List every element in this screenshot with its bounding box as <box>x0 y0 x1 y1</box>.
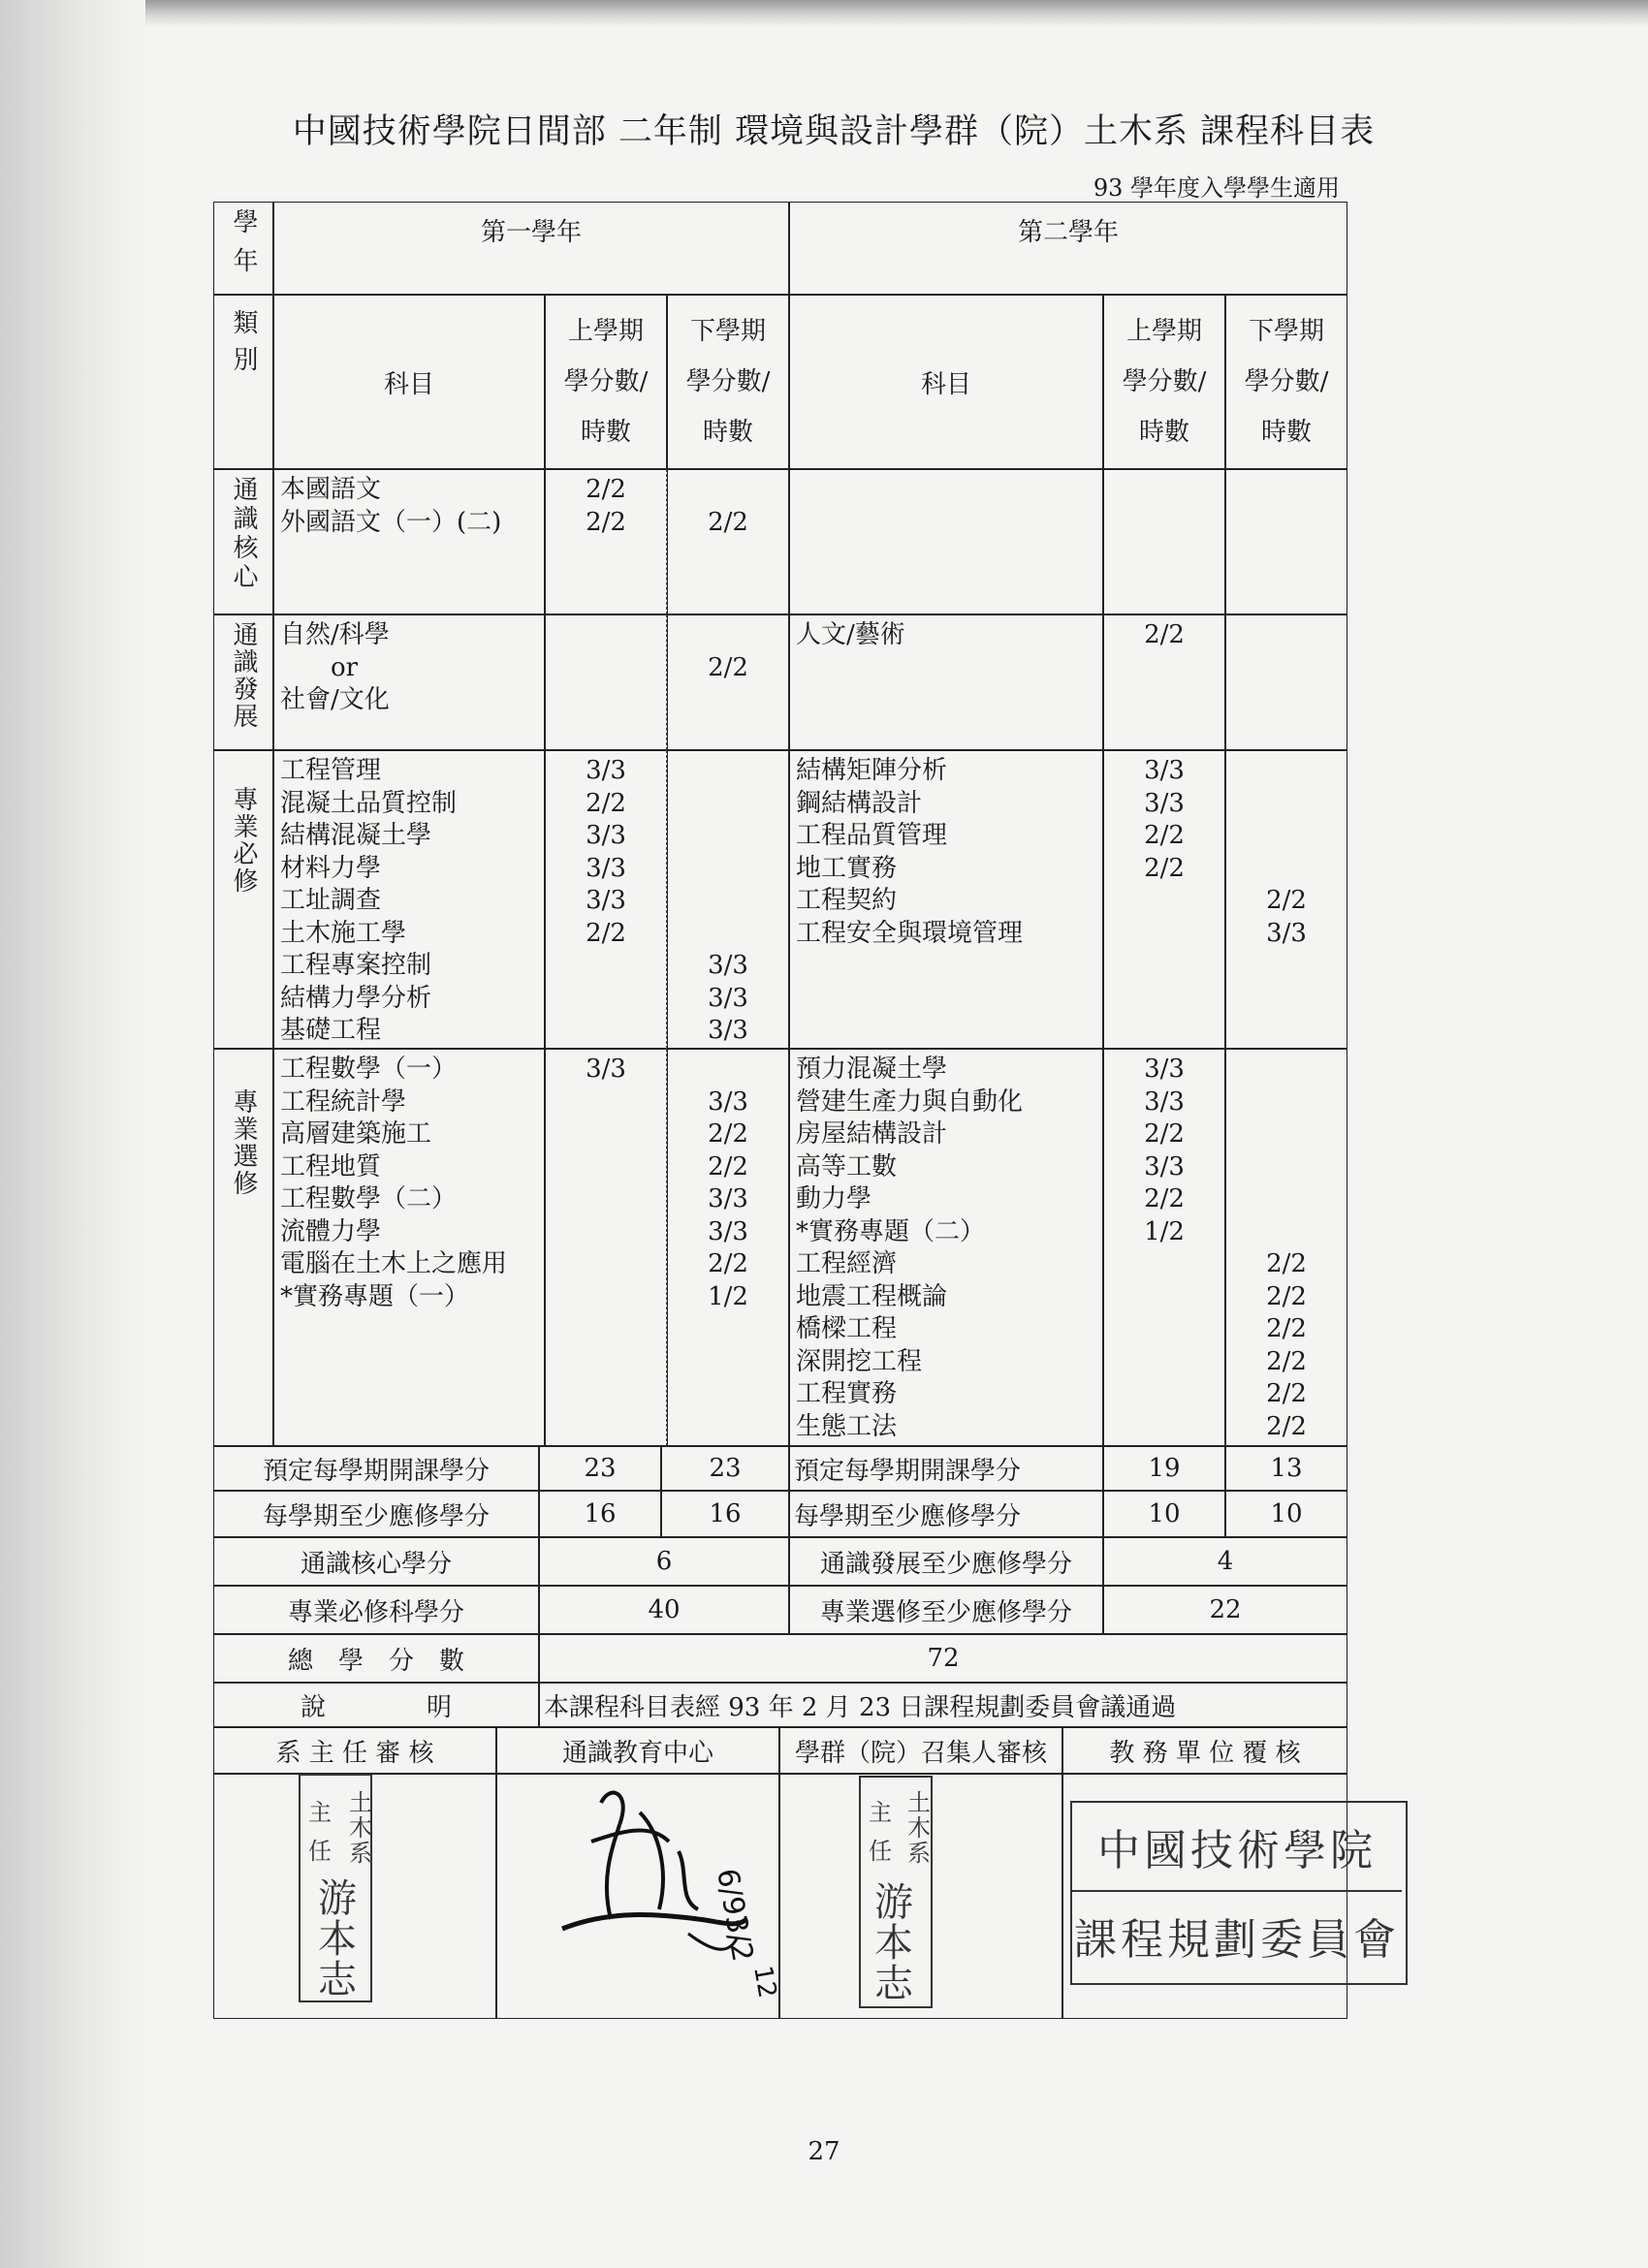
credit-value: 3/3 <box>1144 1151 1185 1181</box>
credit-value <box>1226 619 1347 652</box>
credit-value <box>546 1216 666 1249</box>
note-value: 本課程科目表經 93 年 2 月 23 日課程規劃委員會議通過 <box>539 1683 1347 1727</box>
credit-value <box>546 652 666 685</box>
min-credits-y1-upper: 16 <box>539 1491 661 1537</box>
subject-item: 工程專案控制 <box>280 951 432 980</box>
credit-value: 3/3 <box>708 1087 748 1117</box>
subject-item: 工程品質管理 <box>796 821 948 850</box>
credit-value <box>1226 1183 1347 1216</box>
general-core-credits-value: 6 <box>539 1537 789 1586</box>
credit-value <box>668 755 788 788</box>
svg-text:游: 游 <box>874 1880 913 1925</box>
credit-value <box>1104 1411 1224 1444</box>
general-dev-y1-subjects <box>273 614 545 750</box>
credit-value: 2/2 <box>1144 1184 1185 1213</box>
seal-line-2: 課程規劃委員會 <box>1074 1915 1400 1965</box>
upper-term-l3: 時數 <box>580 418 631 447</box>
planned-credits-label-y2: 預定每學期開課學分 <box>789 1446 1103 1491</box>
credit-value <box>668 885 788 918</box>
credit-value: 2/2 <box>1266 1281 1307 1311</box>
credit-value: 3/3 <box>1144 1087 1185 1117</box>
year2-header: 第二學年 <box>789 202 1347 295</box>
curriculum-table <box>213 202 1347 2019</box>
credit-value <box>1226 1118 1347 1151</box>
svg-text:6/93/2: 6/93/2 <box>710 1866 760 1965</box>
major-required-y1-upper <box>545 750 667 1049</box>
credit-value <box>546 684 666 717</box>
credit-value <box>1104 1313 1224 1346</box>
credit-value: 2/2 <box>1266 1411 1307 1441</box>
college-seal-graphic <box>861 1778 931 2006</box>
dept-head-seal-graphic <box>301 1776 370 2000</box>
subject-item: 結構矩陣分析 <box>796 756 948 785</box>
total-credits-value: 72 <box>539 1634 1347 1683</box>
subject-item: 土木施工學 <box>280 918 407 948</box>
subject-item: 房屋結構設計 <box>796 1119 948 1149</box>
credit-value <box>668 619 788 652</box>
credit-value: 2/2 <box>586 918 626 948</box>
document-title: 中國技術學院日間部 二年制 環境與設計學群（院）土木系 課程科目表 <box>292 112 1376 151</box>
credit-value: 2/2 <box>1144 620 1185 649</box>
credit-value: 3/3 <box>586 853 626 883</box>
credit-value <box>1226 853 1347 886</box>
credit-value: 2/2 <box>1144 821 1185 850</box>
approval-dept-head-label: 系 主 任 審 核 <box>213 1727 496 1774</box>
credit-value: 2/2 <box>708 1151 748 1181</box>
credit-value: 2/2 <box>1266 886 1307 915</box>
credit-value <box>1104 1378 1224 1411</box>
credit-value <box>1226 1151 1347 1184</box>
svg-text:志: 志 <box>874 1962 913 2006</box>
credit-value: 1/2 <box>1144 1216 1185 1246</box>
subject-item: 高層建築施工 <box>280 1119 432 1149</box>
lower-term-l1: 下學期 <box>689 317 766 346</box>
credit-value: 2/2 <box>1266 1346 1307 1376</box>
major-elective-y1-upper <box>545 1049 667 1446</box>
credit-value <box>546 1248 666 1281</box>
planned-credits-y2-upper: 19 <box>1103 1446 1225 1491</box>
subject-item: 工程數學（二） <box>280 1184 458 1213</box>
min-credits-y2-lower: 10 <box>1225 1491 1347 1537</box>
general-dev-y2-lower <box>1225 614 1347 750</box>
subject-item: 深開挖工程 <box>796 1346 923 1376</box>
upper-term-header-y1 <box>545 295 667 469</box>
credit-value <box>668 820 788 853</box>
svg-text:本: 本 <box>318 1917 357 1962</box>
upper-term-l3: 時數 <box>1138 418 1189 447</box>
svg-text:主: 主 <box>308 1799 332 1826</box>
note-label: 說 明 <box>213 1683 539 1727</box>
major-required-y1-lower <box>667 750 789 1049</box>
subject-item: *實務專題（二） <box>796 1216 986 1246</box>
subject-item: 高等工數 <box>796 1151 898 1181</box>
lower-term-l2: 學分數/ <box>1244 367 1329 396</box>
svg-text:土: 土 <box>907 1789 931 1816</box>
credit-value <box>1226 1054 1347 1087</box>
lower-term-l3: 時數 <box>1260 418 1312 447</box>
svg-text:系: 系 <box>349 1840 370 1867</box>
category-text: 專業選修 <box>229 1088 258 1197</box>
approval-general-center-label: 通識教育中心 <box>496 1727 779 1774</box>
lower-term-l2: 學分數/ <box>685 367 771 396</box>
planned-credits-label-y1: 預定每學期開課學分 <box>213 1446 539 1491</box>
upper-term-l1: 上學期 <box>1125 317 1202 346</box>
svg-text:志: 志 <box>318 1958 357 2000</box>
credit-value: 2/2 <box>708 652 748 682</box>
svg-text:系: 系 <box>907 1840 931 1867</box>
min-credits-label-y1: 每學期至少應修學分 <box>213 1491 539 1537</box>
approval-college-label: 學群（院）召集人審核 <box>779 1727 1062 1774</box>
subject-item: 本國語文 <box>280 475 382 504</box>
lower-term-header-y2 <box>1225 295 1347 469</box>
subject-item: 基礎工程 <box>280 1016 382 1045</box>
svg-text:本: 本 <box>874 1921 913 1966</box>
credit-value <box>546 983 666 1016</box>
subject-item: 人文/藝術 <box>796 620 905 649</box>
credit-value <box>1104 1346 1224 1379</box>
total-credits-label: 總 學 分 數 <box>213 1634 539 1683</box>
major-required-y2-subjects <box>789 750 1103 1049</box>
credit-value: 2/2 <box>708 507 748 537</box>
subject-item: 工程統計學 <box>280 1087 407 1117</box>
book-binding-shadow <box>0 0 145 2268</box>
credit-value <box>546 1087 666 1119</box>
general-dev-y1-lower <box>667 614 789 750</box>
credit-value: 2/2 <box>586 475 626 504</box>
credit-value: 3/3 <box>1144 788 1185 818</box>
svg-text:木: 木 <box>907 1814 931 1842</box>
subject-item: 工程契約 <box>796 886 898 915</box>
seal-line-1: 中國技術學院 <box>1072 1803 1402 1892</box>
upper-term-l2: 學分數/ <box>1122 367 1207 396</box>
credit-value: 3/3 <box>1144 756 1185 785</box>
credit-value: 2/2 <box>1266 1314 1307 1343</box>
general-center-signature <box>543 1764 795 1997</box>
credit-value <box>668 1054 788 1087</box>
credit-value: 2/2 <box>586 507 626 537</box>
credit-value <box>546 1118 666 1151</box>
subject-item: 社會/文化 <box>280 685 390 714</box>
svg-text:主: 主 <box>869 1799 892 1826</box>
planned-credits-y2-lower: 13 <box>1225 1446 1347 1491</box>
subject-item: 生態工法 <box>796 1411 898 1441</box>
major-elective-credits-value: 22 <box>1103 1586 1347 1634</box>
lower-term-l3: 時數 <box>702 418 753 447</box>
major-required-y2-upper <box>1103 750 1225 1049</box>
credit-value <box>546 1151 666 1184</box>
svg-text:12: 12 <box>747 1964 782 1997</box>
subject-item: 營建生產力與自動化 <box>796 1087 1024 1117</box>
subject-item: 工程經濟 <box>796 1249 898 1278</box>
credit-value <box>546 1281 666 1314</box>
category-label: 類別 <box>229 309 258 383</box>
subject-item: *實務專題（一） <box>280 1281 470 1311</box>
min-credits-y1-lower: 16 <box>661 1491 789 1537</box>
major-elective-y2-lower <box>1225 1049 1347 1446</box>
credit-value <box>1226 1216 1347 1249</box>
category-major-required <box>213 750 273 1049</box>
subject-item: 動力學 <box>796 1184 872 1213</box>
dept-head-seal <box>299 1774 372 2002</box>
approval-academic-label: 教 務 單 位 覆 核 <box>1062 1727 1347 1774</box>
subject-item: 結構混凝土學 <box>280 821 432 850</box>
credit-value: 3/3 <box>1266 918 1307 948</box>
planned-credits-y1-upper: 23 <box>539 1446 661 1491</box>
general-dev-y2-upper <box>1103 614 1225 750</box>
credit-value <box>546 1015 666 1048</box>
subject-item: 工程數學（一） <box>280 1055 458 1084</box>
credit-value <box>1104 1248 1224 1281</box>
credit-value <box>546 619 666 652</box>
credit-value: 2/2 <box>1144 853 1185 883</box>
page-top-edge <box>145 0 1648 27</box>
general-dev-y2-subjects <box>789 614 1103 750</box>
svg-text:游: 游 <box>318 1876 357 1921</box>
general-dev-credits-label: 通識發展至少應修學分 <box>789 1537 1103 1586</box>
credit-value: 3/3 <box>1144 1055 1185 1084</box>
credit-value: 2/2 <box>1266 1379 1307 1408</box>
credit-value: 2/2 <box>586 788 626 818</box>
subject-item: 電腦在土木上之應用 <box>280 1249 508 1278</box>
subject-item: 橋樑工程 <box>796 1314 898 1343</box>
credit-value <box>668 918 788 951</box>
min-credits-y2-upper: 10 <box>1103 1491 1225 1537</box>
general-core-y2-subjects <box>789 469 1103 614</box>
subject-item: 材料力學 <box>280 853 382 883</box>
subject-item: 工程實務 <box>796 1379 898 1408</box>
category-text: 專業必修 <box>229 786 258 895</box>
credit-value <box>1104 885 1224 918</box>
category-text: 通識發展 <box>229 621 258 730</box>
year-label: 學年 <box>229 208 258 286</box>
year1-header: 第一學年 <box>273 202 789 295</box>
upper-term-l1: 上學期 <box>567 317 644 346</box>
credit-value: 3/3 <box>708 1184 748 1213</box>
subject-header-y2: 科目 <box>789 295 1103 469</box>
credit-value: 3/3 <box>586 1055 626 1084</box>
major-elective-y1-lower <box>667 1049 789 1446</box>
upper-term-header-y2 <box>1103 295 1225 469</box>
lower-term-l1: 下學期 <box>1248 317 1324 346</box>
general-core-y2-lower <box>1225 469 1347 614</box>
subject-item: 地工實務 <box>796 853 898 883</box>
subject-item: 流體力學 <box>280 1216 382 1246</box>
category-general-dev <box>213 614 273 750</box>
credit-value <box>1226 820 1347 853</box>
credit-value: 3/3 <box>586 756 626 785</box>
credit-value: 2/2 <box>708 1249 748 1278</box>
category-general-core <box>213 469 273 614</box>
credit-value <box>668 853 788 886</box>
subject-item: 自然/科學 <box>280 620 390 649</box>
subject-item: 工址調查 <box>280 886 382 915</box>
lower-term-header-y1 <box>667 295 789 469</box>
general-dev-credits-value: 4 <box>1103 1537 1347 1586</box>
credit-value <box>1226 1087 1347 1119</box>
major-required-y1-subjects <box>273 750 545 1049</box>
general-core-y1-subjects <box>273 469 545 614</box>
general-core-y1-lower <box>667 469 789 614</box>
subject-item: 結構力學分析 <box>280 983 432 1013</box>
credit-value: 2/2 <box>1266 1249 1307 1278</box>
subject-item: 工程地質 <box>280 1151 382 1181</box>
credit-value <box>1104 1281 1224 1314</box>
general-core-credits-label: 通識核心學分 <box>213 1537 539 1586</box>
svg-text:任: 任 <box>308 1838 332 1865</box>
subject-item: 預力混凝土學 <box>796 1055 948 1084</box>
major-required-credits-value: 40 <box>539 1586 789 1634</box>
svg-text:任: 任 <box>869 1838 892 1865</box>
planned-credits-y1-lower: 23 <box>661 1446 789 1491</box>
credit-value: 3/3 <box>708 1216 748 1246</box>
credit-value: 3/3 <box>708 983 748 1013</box>
credit-value: 3/3 <box>708 1016 748 1045</box>
credit-value <box>546 1183 666 1216</box>
credit-value <box>668 684 788 717</box>
major-elective-y2-subjects <box>789 1049 1103 1446</box>
subject-item: 外國語文（一）(二) <box>280 507 502 537</box>
credit-value: 2/2 <box>1144 1119 1185 1149</box>
credit-value <box>546 950 666 983</box>
major-required-y2-lower <box>1225 750 1347 1049</box>
credit-value <box>1226 755 1347 788</box>
category-label-cell <box>213 295 273 469</box>
general-core-y2-upper <box>1103 469 1225 614</box>
subject-item: 工程管理 <box>280 756 382 785</box>
general-core-y1-upper <box>545 469 667 614</box>
subject-item: 混凝土品質控制 <box>280 788 458 818</box>
major-required-credits-label: 專業必修科學分 <box>213 1586 539 1634</box>
svg-text:土: 土 <box>349 1789 370 1816</box>
category-text: 通識核心 <box>229 476 258 592</box>
year-label-cell <box>213 202 273 295</box>
subject-header-y1: 科目 <box>273 295 545 469</box>
subject-item: 鋼結構設計 <box>796 788 923 818</box>
subject-item: or <box>280 652 359 682</box>
upper-term-l2: 學分數/ <box>563 367 649 396</box>
subject-item: 工程安全與環境管理 <box>796 918 1024 948</box>
credit-value: 3/3 <box>586 821 626 850</box>
major-elective-y2-upper <box>1103 1049 1225 1446</box>
handwritten-signature-graphic <box>543 1764 795 1997</box>
category-major-elective <box>213 1049 273 1446</box>
subject-item: 地震工程概論 <box>796 1281 948 1311</box>
general-dev-y1-upper <box>545 614 667 750</box>
credit-value: 1/2 <box>708 1281 748 1311</box>
credit-value <box>668 788 788 821</box>
page-number: 27 <box>808 2137 840 2166</box>
credit-value: 2/2 <box>708 1119 748 1149</box>
credit-value <box>1226 788 1347 821</box>
credit-value <box>668 474 788 507</box>
credit-value: 3/3 <box>586 886 626 915</box>
credit-value: 3/3 <box>708 951 748 980</box>
major-elective-y1-subjects <box>273 1049 545 1446</box>
min-credits-label-y2: 每學期至少應修學分 <box>789 1491 1103 1537</box>
credit-value <box>1104 918 1224 951</box>
document-subtitle: 93 學年度入學學生適用 <box>1093 174 1340 202</box>
academic-committee-seal <box>1070 1801 1408 1985</box>
college-seal <box>859 1776 933 2008</box>
major-elective-credits-label: 專業選修至少應修學分 <box>789 1586 1103 1634</box>
svg-text:木: 木 <box>349 1814 370 1842</box>
